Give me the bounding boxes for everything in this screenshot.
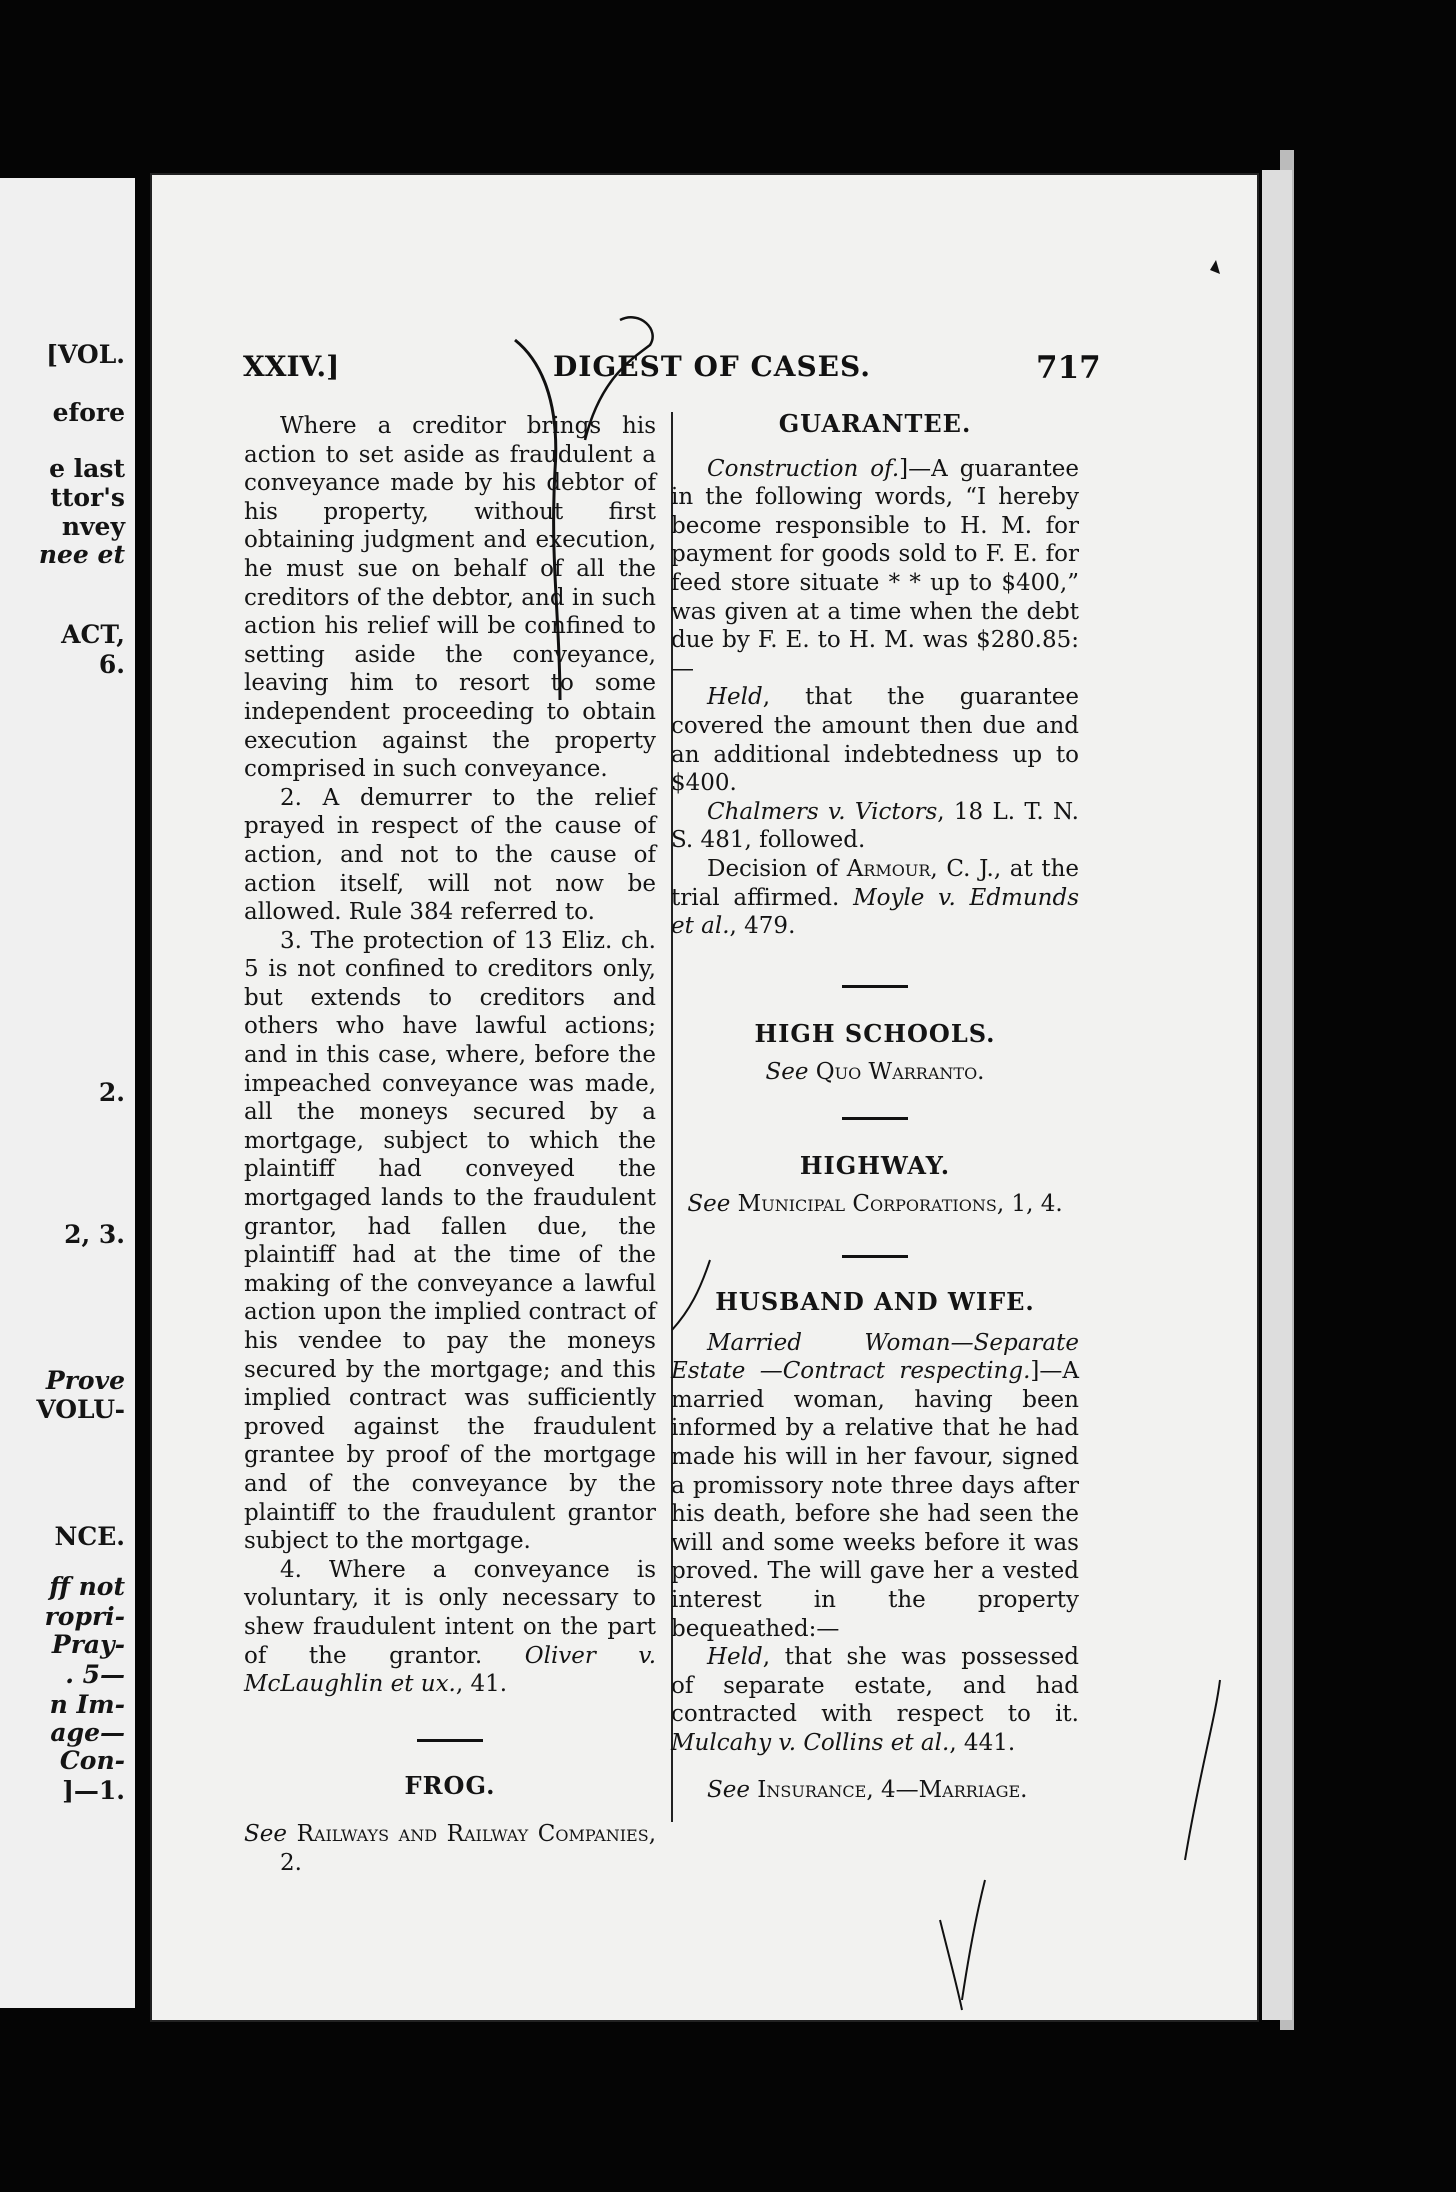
case-citation: Oliver v. McLaughlin et ux. — [244, 1642, 657, 1698]
previous-page-line: Con- — [59, 1746, 125, 1775]
paragraph-2: 2. A demurrer to the relief prayed in respect of the cause of action, and not to the cause of action itself, will not now be allowed. Rule 384 referred to. — [244, 784, 656, 926]
previous-page-line: ttor's — [50, 483, 125, 512]
previous-page-line: [VOL. — [46, 340, 125, 369]
previous-page-line: age— — [50, 1718, 125, 1747]
heading-high-schools: HIGH SCHOOLS. — [754, 1018, 996, 1048]
previous-page-line: nee et — [38, 540, 125, 569]
husband-wife-paragraph-2: Held, that she was possessed of separate estate, and had contracted with respect to it. Mulcahy v. Collins et al., 441. — [671, 1644, 1079, 1756]
heading-husband-and-wife: HUSBAND AND WIFE. — [715, 1287, 1035, 1317]
previous-page-line: efore — [52, 398, 125, 427]
previous-page-line: ropri- — [44, 1602, 125, 1631]
previous-page-line: n Im- — [49, 1690, 125, 1719]
guarantee-decision: Decision of Armour, C. J., at the trial affirmed. Moyle v. Edmunds et al., 479. — [671, 855, 1079, 940]
previous-page-line: Prove — [45, 1366, 125, 1395]
guarantee-citation: Chalmers v. Victors, 18 L. T. N. S. 481, followed. — [671, 798, 1079, 854]
previous-page-line: VOLU- — [36, 1395, 125, 1424]
guarantee-paragraph-2: Held, that the guarantee covered the amount then due and an additional indebtedness up to $400. — [671, 684, 1079, 797]
previous-page-line: 2. — [98, 1078, 125, 1107]
previous-page-line: NCE. — [54, 1522, 125, 1551]
previous-page-line: ACT, — [61, 620, 125, 649]
high-schools-cross-reference: See Quo Warranto. — [765, 1059, 985, 1086]
frog-cross-reference: See Railways and Railway Companies, 2. — [244, 1821, 656, 1876]
previous-page-line: ff not — [49, 1572, 125, 1601]
heading-highway: HIGHWAY. — [799, 1150, 951, 1180]
highway-cross-reference: See Municipal Corporations, 1, 4. — [687, 1191, 1063, 1218]
previous-page-line: e last — [49, 454, 125, 483]
page-number: 717 — [1036, 350, 1101, 386]
husband-wife-paragraph-1: Married Woman—Separate Estate —Contract respecting.]—A married woman, having been informed by a relative that he had made his will in her favour, signed a promissory note three days after his death, before she had seen the will and some weeks before it was proved. The will gave her a vested interest in the property bequeathed:— — [671, 1329, 1079, 1642]
volume-label: XXIV.] — [243, 350, 340, 383]
husband-wife-cross-reference: See Insurance, 4—Marriage. — [707, 1776, 1028, 1803]
guarantee-paragraph-1: Construction of.]—A guarantee in the following words, “I hereby become responsible to H. M. for payment for goods sold to F. E. for feed store situate * * up to $400,” was given at a time when the debt due by F. E. to H. M. was $280.85:— — [671, 455, 1079, 682]
previous-page-line: ]—1. — [62, 1776, 125, 1805]
heading-guarantee: GUARANTEE. — [778, 409, 972, 438]
heading-frog: FROG. — [404, 1770, 496, 1800]
running-title: DIGEST OF CASES. — [553, 350, 871, 383]
previous-page-line: Pray- — [51, 1630, 125, 1659]
paragraph-3: 3. The protection of 13 Eliz. ch. 5 is not confined to creditors only, but extends to creditors and others who have lawful actions; and in this case, where, before the impeached conveyance was made, all the moneys secured by a mortgage, subject to which the plaintiff had conveyed the mortgaged lands to the fraudulent grantor, had fallen due, the plaintiff had at the time of the making of the conveyance a lawful action upon the implied contract of his vendee to pay the moneys secured by the mortgage; and this implied contract was sufficiently proved against the fraudulent grantee by proof of the mortgage and of the conveyance by the plaintiff to the fraudulent grantor subject to the mortgage. — [244, 927, 656, 1555]
paragraph-4: 4. Where a conveyance is voluntary, it is only necessary to shew fraudulent intent on the part of the grantor. Oliver v. McLaughlin et ux., 41. — [244, 1556, 657, 1698]
previous-page-line: 6. — [98, 650, 125, 679]
previous-page-line: nvey — [61, 512, 125, 541]
previous-page-line: 2, 3. — [64, 1220, 125, 1249]
previous-page-line: . 5— — [65, 1660, 125, 1689]
paragraph-1: Where a creditor brings his action to set aside as fraudulent a conveyance made by his debtor of his property, without first obtaining judgment and execution, he must sue on behalf of all the creditors of the debtor, and in such action his relief will be confined to setting aside the conveyance, leaving him to resort to some independent proceeding to obtain execution against the property comprised in such conveyance. — [244, 413, 656, 783]
